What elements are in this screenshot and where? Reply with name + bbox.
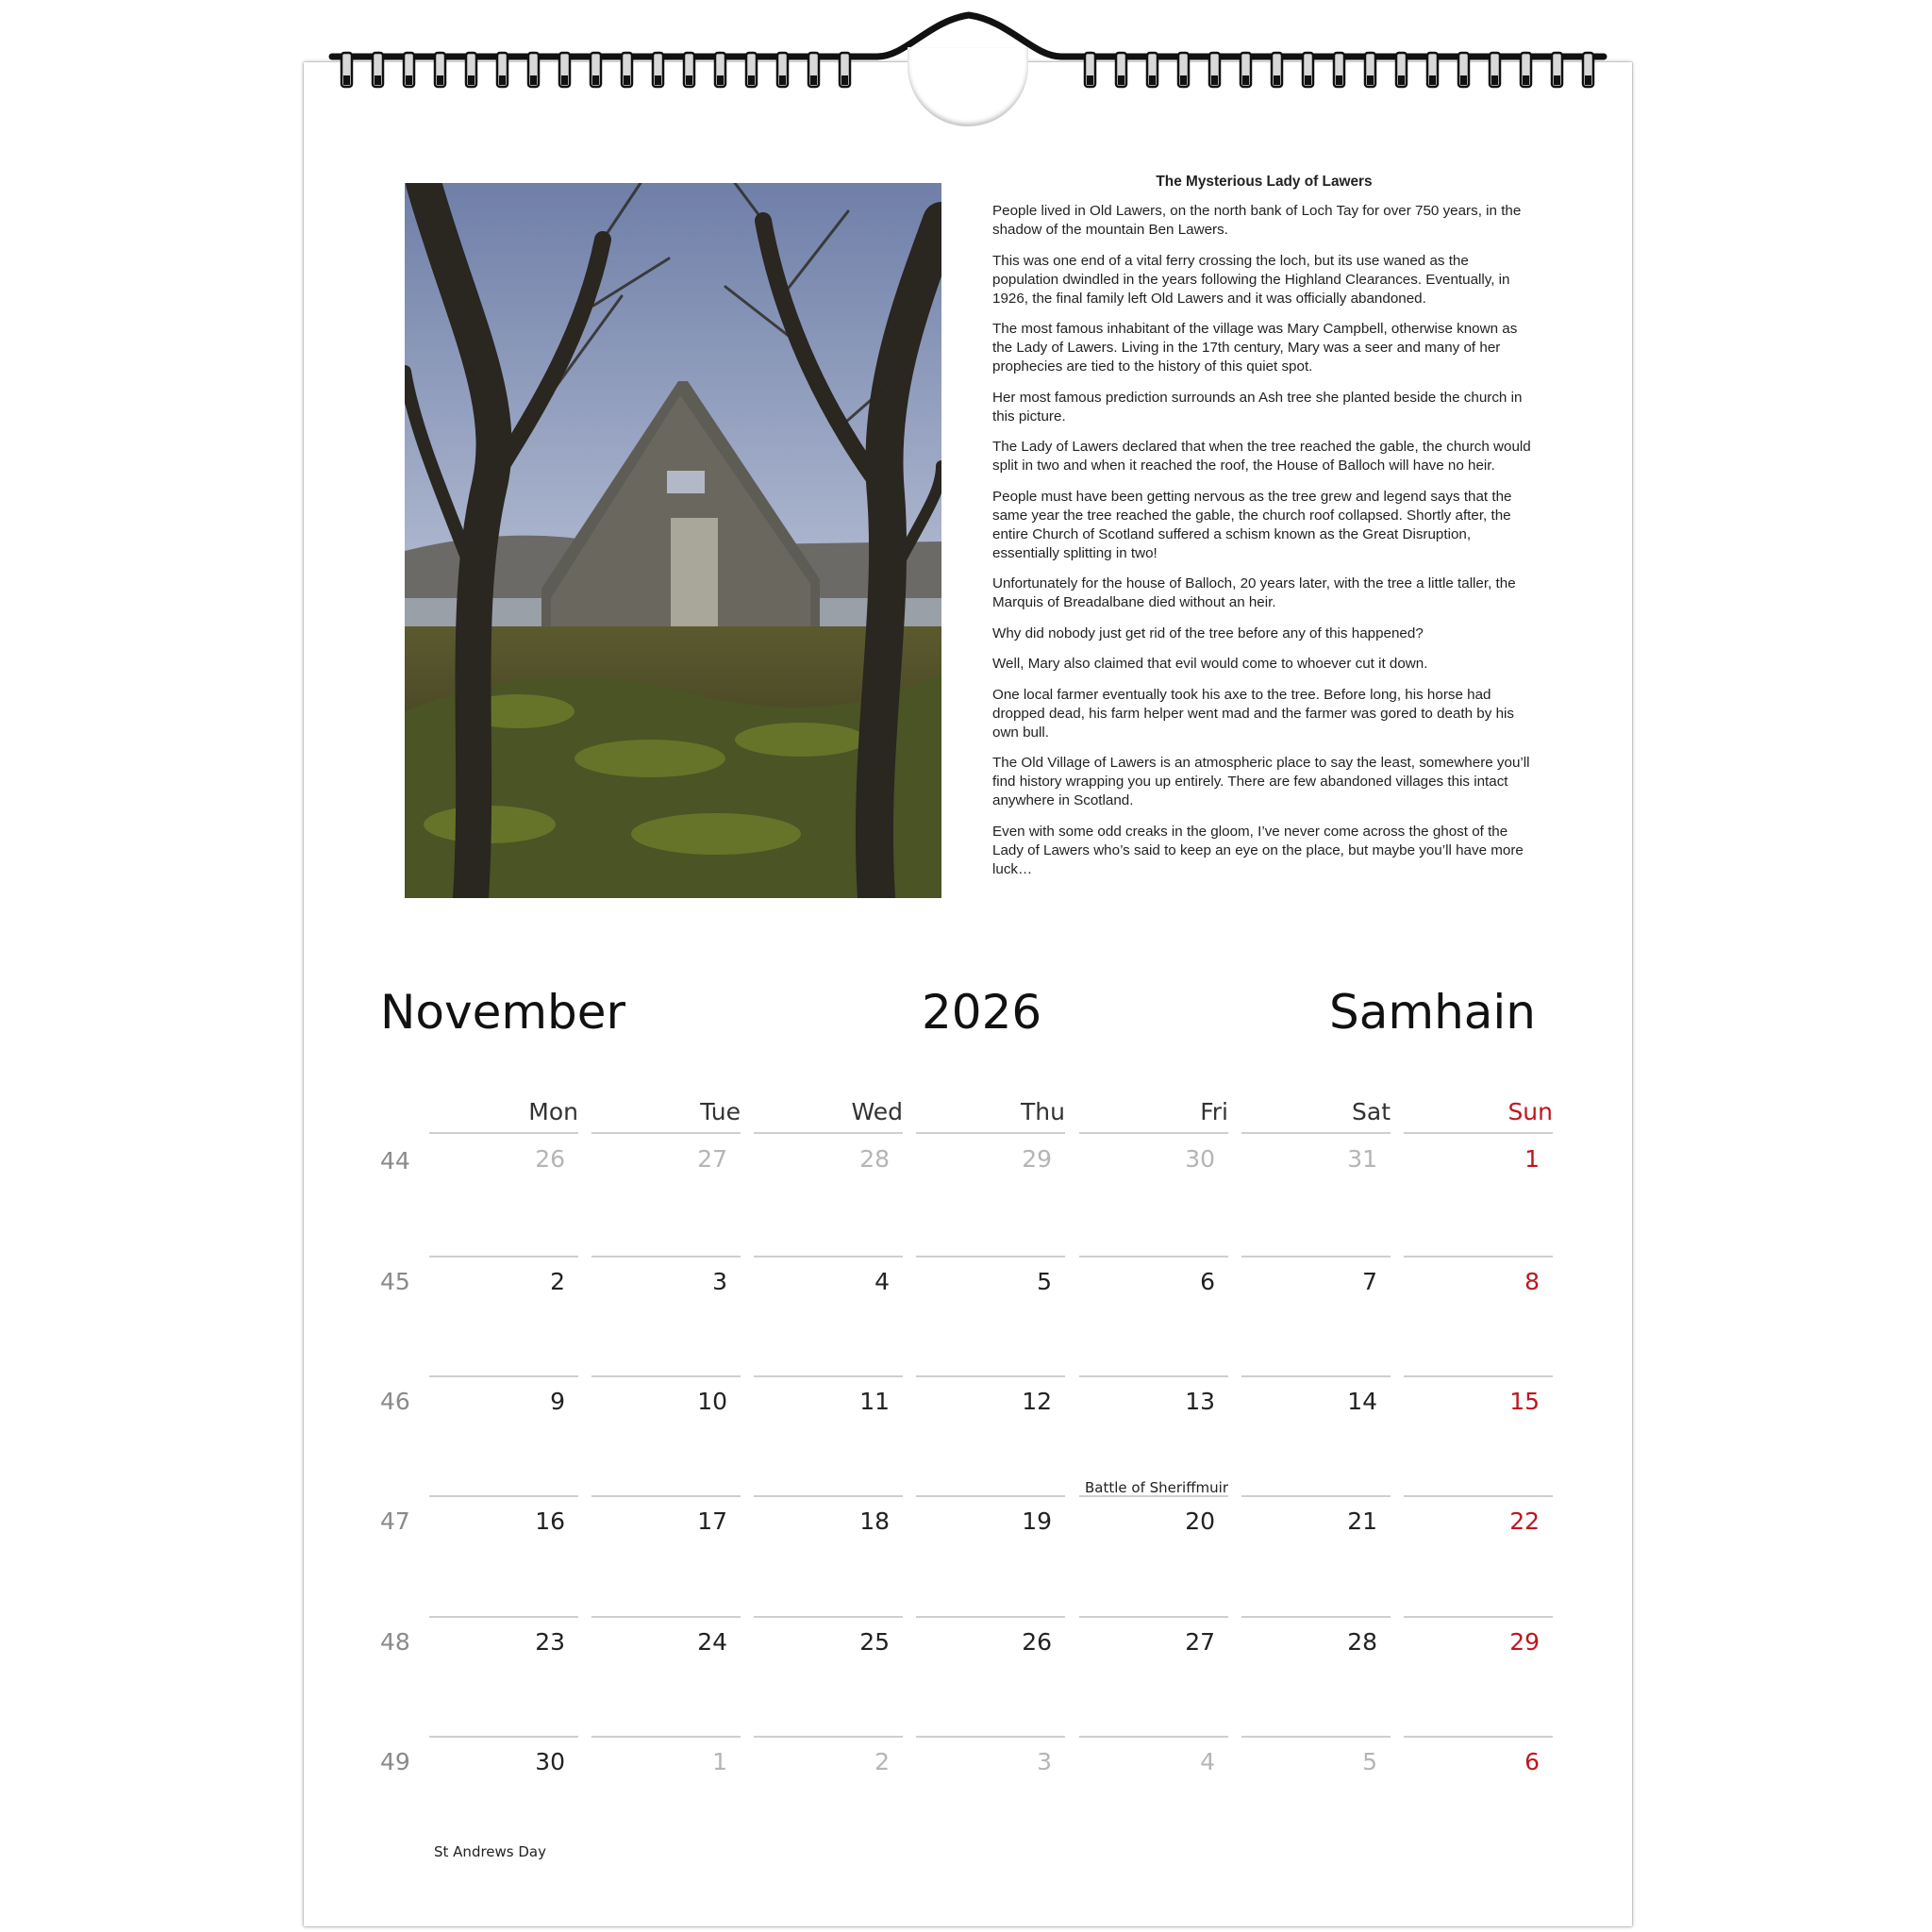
article-paragraph: The Lady of Lawers declared that when the tree reached the gable, the church would split in two and when it reached the roof, the House of Balloch will have no heir. bbox=[992, 439, 1531, 474]
day-number: 1 bbox=[1524, 1145, 1540, 1173]
day-number: 23 bbox=[535, 1628, 565, 1656]
weekday-header-sat: Sat bbox=[1241, 1096, 1391, 1134]
day-cell[interactable] bbox=[754, 1256, 903, 1376]
day-cell[interactable] bbox=[916, 1736, 1065, 1857]
weekday-header-sun: Sun bbox=[1404, 1096, 1553, 1134]
day-cell[interactable] bbox=[1079, 1135, 1228, 1254]
day-number: 3 bbox=[712, 1268, 727, 1295]
binding-hole bbox=[1211, 75, 1218, 85]
day-number: 3 bbox=[1037, 1748, 1052, 1775]
binding-hole bbox=[468, 75, 475, 85]
week-number: 48 bbox=[380, 1628, 410, 1656]
day-cell[interactable] bbox=[1404, 1375, 1553, 1496]
day-number: 12 bbox=[1022, 1388, 1052, 1415]
day-cell[interactable] bbox=[591, 1135, 741, 1254]
day-cell[interactable] bbox=[1241, 1736, 1391, 1857]
day-number: 18 bbox=[859, 1507, 890, 1535]
article-paragraph: This was one end of a vital ferry crossing the loch, but its use waned as the population dwindled in the years following the Highland Clearances. Eventually, in 1926, the final family left Old Lawers and it was officially abandoned. bbox=[992, 252, 1510, 307]
day-cell[interactable] bbox=[754, 1736, 903, 1857]
binding-hole bbox=[779, 75, 786, 85]
article-body bbox=[992, 202, 1536, 879]
week-number: 45 bbox=[380, 1268, 410, 1295]
day-number: 26 bbox=[1022, 1628, 1052, 1656]
article-paragraph: Unfortunately for the house of Balloch, 20 years later, with the tree a little taller, the Marquis of Breadalbane died without an heir. bbox=[992, 575, 1516, 610]
binding-hole bbox=[1460, 75, 1467, 85]
day-cell[interactable] bbox=[429, 1495, 578, 1616]
binding-hole bbox=[1149, 75, 1156, 85]
article-paragraph: Well, Mary also claimed that evil would come to whoever cut it down. bbox=[992, 656, 1428, 672]
week-number: 47 bbox=[380, 1507, 410, 1535]
day-number: 16 bbox=[535, 1507, 565, 1535]
day-cell[interactable] bbox=[591, 1495, 741, 1616]
day-cell[interactable] bbox=[429, 1736, 578, 1857]
day-number: 5 bbox=[1037, 1268, 1052, 1295]
binding-hole bbox=[561, 75, 568, 85]
weekday-header-thu: Thu bbox=[916, 1096, 1065, 1134]
day-number: 5 bbox=[1362, 1748, 1377, 1775]
day-number: 1 bbox=[712, 1748, 727, 1775]
day-number: 20 bbox=[1185, 1507, 1215, 1535]
day-cell[interactable] bbox=[916, 1495, 1065, 1616]
day-cell[interactable] bbox=[1241, 1135, 1391, 1254]
binding-hole bbox=[686, 75, 692, 85]
day-number: 26 bbox=[535, 1145, 565, 1173]
month-title: November bbox=[380, 985, 626, 1040]
day-number: 2 bbox=[550, 1268, 565, 1295]
day-number: 9 bbox=[550, 1388, 565, 1415]
day-cell[interactable] bbox=[591, 1256, 741, 1376]
day-number: 30 bbox=[1185, 1145, 1215, 1173]
day-number: 24 bbox=[697, 1628, 727, 1656]
article-paragraph: The most famous inhabitant of the village was Mary Campbell, otherwise known as the Lady of Lawers. Living in the 17th century, Mary was a seer and many of her prophecies are tied to the history of this quiet spot. bbox=[992, 321, 1518, 375]
binding-hole bbox=[375, 75, 381, 85]
binding-hole bbox=[1118, 75, 1124, 85]
day-cell[interactable] bbox=[916, 1256, 1065, 1376]
day-number: 29 bbox=[1022, 1145, 1052, 1173]
day-cell[interactable] bbox=[754, 1135, 903, 1254]
binding-hole bbox=[406, 75, 412, 85]
day-cell[interactable] bbox=[916, 1135, 1065, 1254]
day-number: 27 bbox=[1185, 1628, 1215, 1656]
day-number: 10 bbox=[697, 1388, 727, 1415]
binding-hole bbox=[810, 75, 817, 85]
article-paragraph: The Old Village of Lawers is an atmospheric place to say the least, somewhere you’ll find history wrapping you up entirely. There are few abandoned villages this intact anywhere in Scotland. bbox=[992, 755, 1530, 808]
day-cell[interactable] bbox=[1404, 1495, 1553, 1616]
day-cell[interactable] bbox=[1404, 1736, 1553, 1857]
day-cell[interactable] bbox=[1404, 1135, 1553, 1254]
binding-hole bbox=[1087, 75, 1093, 85]
binding-hole bbox=[1305, 75, 1311, 85]
day-event-note: Battle of Sheriffmuir bbox=[1085, 1479, 1229, 1496]
binding-hole bbox=[1180, 75, 1187, 85]
ruined-church-photo bbox=[405, 183, 941, 898]
binding-hole bbox=[841, 75, 848, 85]
day-cell[interactable] bbox=[591, 1375, 741, 1496]
day-number: 8 bbox=[1524, 1268, 1540, 1295]
binding-hole bbox=[437, 75, 443, 85]
article-paragraph: Her most famous prediction surrounds an Ash tree she planted beside the church in this picture. bbox=[992, 389, 1523, 425]
binding-hole bbox=[343, 75, 350, 85]
binding-hole bbox=[499, 75, 506, 85]
day-cell[interactable] bbox=[1079, 1616, 1228, 1737]
day-cell[interactable] bbox=[591, 1736, 741, 1857]
day-cell[interactable] bbox=[916, 1616, 1065, 1737]
day-cell[interactable] bbox=[429, 1256, 578, 1376]
binding-hole bbox=[748, 75, 755, 85]
day-number: 7 bbox=[1362, 1268, 1377, 1295]
day-number: 21 bbox=[1347, 1507, 1377, 1535]
day-cell[interactable] bbox=[429, 1135, 578, 1254]
day-number: 27 bbox=[697, 1145, 727, 1173]
day-cell[interactable] bbox=[916, 1375, 1065, 1496]
day-number: 11 bbox=[859, 1388, 890, 1415]
day-cell[interactable] bbox=[429, 1616, 578, 1737]
week-number: 44 bbox=[380, 1147, 410, 1174]
day-number: 19 bbox=[1022, 1507, 1052, 1535]
weekday-header-wed: Wed bbox=[754, 1096, 903, 1134]
week-number: 49 bbox=[380, 1748, 410, 1775]
article-title: The Mysterious Lady of Lawers bbox=[1156, 174, 1373, 190]
day-cell[interactable] bbox=[1404, 1256, 1553, 1376]
article bbox=[992, 173, 1536, 891]
day-cell[interactable] bbox=[1241, 1495, 1391, 1616]
article-paragraph: Why did nobody just get rid of the tree before any of this happened? bbox=[992, 625, 1424, 641]
day-cell[interactable] bbox=[1079, 1256, 1228, 1376]
binding-hole bbox=[1429, 75, 1436, 85]
binding-hole bbox=[1367, 75, 1374, 85]
gaelic-month-title: Samhain bbox=[1329, 985, 1536, 1040]
day-cell[interactable] bbox=[1241, 1616, 1391, 1737]
article-paragraph: People lived in Old Lawers, on the north bank of Loch Tay for over 750 years, in the shadow of the mountain Ben Lawers. bbox=[992, 203, 1522, 238]
day-cell[interactable] bbox=[1241, 1256, 1391, 1376]
day-number: 4 bbox=[874, 1268, 890, 1295]
day-number: 2 bbox=[874, 1748, 890, 1775]
day-cell[interactable] bbox=[591, 1616, 741, 1737]
article-paragraph: Even with some odd creaks in the gloom, I’ve never come across the ghost of the Lady of Lawers who’s said to keep an eye on the place, but maybe you’ll have more luck… bbox=[992, 823, 1524, 877]
day-cell[interactable] bbox=[1079, 1375, 1228, 1496]
binding-hole bbox=[655, 75, 661, 85]
day-cell[interactable] bbox=[429, 1375, 578, 1496]
day-number: 6 bbox=[1200, 1268, 1215, 1295]
article-paragraph: People must have been getting nervous as the tree grew and legend says that the same year the tree reached the gable, the church roof collapsed. Shortly after, the entire Church of Scotland suffered a schism known as the Great Disruption, essentially splitting in two! bbox=[992, 488, 1512, 561]
day-number: 25 bbox=[859, 1628, 890, 1656]
binding-hole bbox=[624, 75, 630, 85]
day-cell[interactable] bbox=[1241, 1375, 1391, 1496]
day-number: 30 bbox=[535, 1748, 565, 1775]
weekday-header-tue: Tue bbox=[591, 1096, 741, 1134]
day-number: 28 bbox=[1347, 1628, 1377, 1656]
binding-hole bbox=[1585, 75, 1591, 85]
binding-hole bbox=[1274, 75, 1280, 85]
day-number: 22 bbox=[1509, 1507, 1540, 1535]
binding-hole bbox=[1398, 75, 1405, 85]
day-event-note: St Andrews Day bbox=[434, 1843, 546, 1860]
day-cell[interactable] bbox=[754, 1495, 903, 1616]
day-number: 17 bbox=[697, 1507, 727, 1535]
day-number: 13 bbox=[1185, 1388, 1215, 1415]
weekday-header-fri: Fri bbox=[1079, 1096, 1228, 1134]
day-cell[interactable] bbox=[754, 1616, 903, 1737]
day-cell[interactable] bbox=[1404, 1616, 1553, 1737]
day-number: 4 bbox=[1200, 1748, 1215, 1775]
day-number: 14 bbox=[1347, 1388, 1377, 1415]
year-title: 2026 bbox=[922, 985, 1042, 1040]
binding-hole bbox=[592, 75, 599, 85]
day-number: 6 bbox=[1524, 1748, 1540, 1775]
day-number: 29 bbox=[1509, 1628, 1540, 1656]
article-paragraph: One local farmer eventually took his axe to the tree. Before long, his horse had dropped dead, his farm helper went mad and the farmer was gored to death by his own bull. bbox=[992, 686, 1514, 741]
binding-hole bbox=[1491, 75, 1498, 85]
binding-hole bbox=[1242, 75, 1249, 85]
weekday-header-mon: Mon bbox=[429, 1096, 578, 1134]
binding-hole bbox=[1523, 75, 1529, 85]
day-number: 28 bbox=[859, 1145, 890, 1173]
binding-hole bbox=[530, 75, 537, 85]
binding-hole bbox=[717, 75, 724, 85]
day-number: 31 bbox=[1347, 1145, 1377, 1173]
binding-hole bbox=[1554, 75, 1560, 85]
binding-hole bbox=[1336, 75, 1342, 85]
day-cell[interactable] bbox=[1079, 1495, 1228, 1616]
day-cell[interactable] bbox=[1079, 1736, 1228, 1857]
week-number: 46 bbox=[380, 1388, 410, 1415]
day-number: 15 bbox=[1509, 1388, 1540, 1415]
day-cell[interactable] bbox=[754, 1375, 903, 1496]
